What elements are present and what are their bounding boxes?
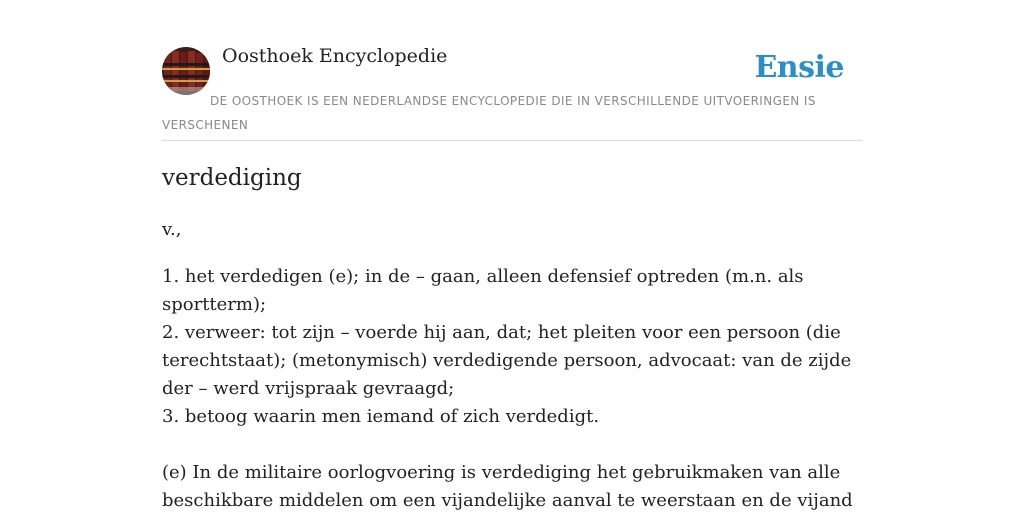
entry-body (162, 263, 862, 515)
site-tagline: DE OOSTHOEK IS EEN NEDERLANDSE ENCYCLOPEDIE DIE IN VERSCHILLENDE UITVOERINGEN IS VERSCHENEN (162, 94, 816, 132)
spacer (162, 431, 862, 459)
definition-item: 2. verweer: tot zijn – voerde hij aan, dat; het pleiten voor een persoon (die terechtstaat); (metonymisch) verdedigende persoon, advocaat: van de zijde der – werd vrijspraak gevraagd; (162, 322, 852, 399)
encyclopedia-books-icon (162, 47, 210, 95)
entry-note: (e) In de militaire oorlogvoering is verdediging het gebruikmaken van alle beschikbare middelen om een vijandelijke aanval te weerstaan en de vijand (162, 462, 853, 511)
brand-logo[interactable]: Ensie (754, 50, 844, 85)
definition-item: 1. het verdedigen (e); in de – gaan, alleen defensief optreden (m.n. als sportterm); (162, 266, 804, 315)
definition-item: 3. betoog waarin men iemand of zich verdedigt. (162, 406, 600, 427)
grammar-label: v., (162, 219, 182, 240)
page (162, 0, 862, 511)
avatar[interactable] (162, 47, 210, 95)
site-title[interactable]: Oosthoek Encyclopedie (222, 45, 448, 67)
page-title: verdediging (162, 165, 302, 191)
site-header (162, 0, 862, 141)
